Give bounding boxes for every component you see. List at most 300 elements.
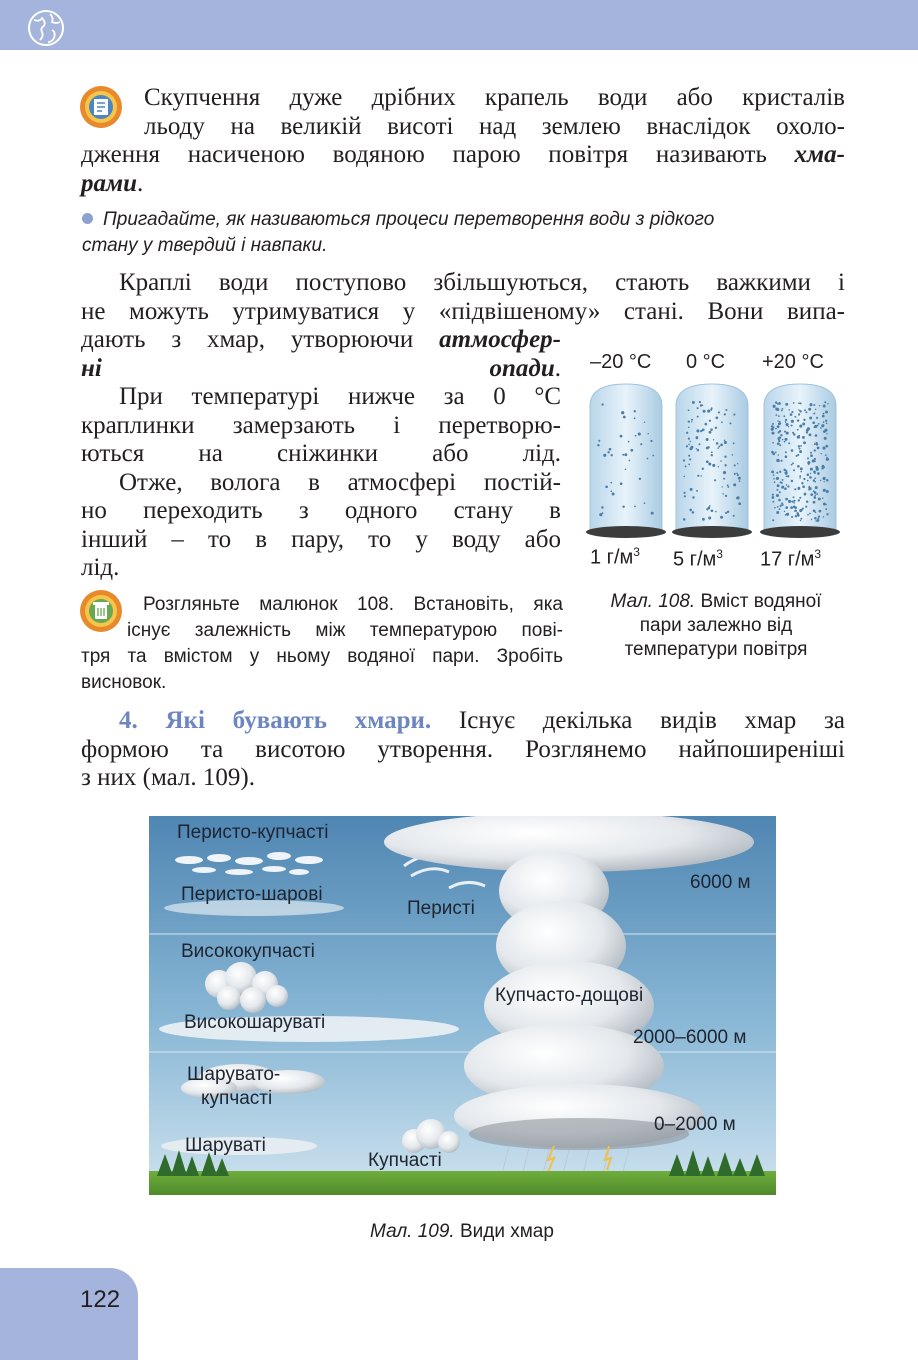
superscript: 3	[716, 547, 723, 561]
vapor-dot	[601, 403, 603, 405]
vapor-dot	[620, 482, 623, 485]
vapor-dot	[723, 478, 725, 480]
vapor-dot	[791, 464, 793, 466]
vapor-dot	[824, 437, 827, 440]
definition-term: рами	[81, 169, 138, 197]
vapor-dot	[804, 409, 806, 411]
vapor-dot	[786, 432, 789, 435]
vapor-dot	[814, 481, 816, 483]
vapor-dot	[807, 457, 809, 459]
vapor-dot	[778, 499, 781, 502]
vapor-dot	[785, 421, 787, 423]
vapor-dot	[792, 462, 794, 464]
vapor-dot	[775, 452, 777, 454]
body-term: атмосфер-	[439, 326, 561, 353]
vapor-dot	[822, 497, 824, 499]
vapor-dot	[803, 436, 805, 438]
vapor-dot	[815, 409, 816, 410]
vapor-dot	[793, 402, 795, 404]
vapor-dot	[816, 493, 818, 495]
vapor-dot	[810, 468, 813, 471]
label-stratocumulus-1: Шарувато-	[187, 1064, 281, 1085]
vapor-dot	[774, 507, 776, 509]
vapor-dot	[691, 419, 693, 421]
vapor-dot	[820, 427, 822, 429]
vapor-dot	[786, 513, 789, 516]
vapor-dot	[711, 509, 714, 512]
vapor-dot	[811, 519, 812, 520]
vapor-dot	[813, 404, 815, 406]
vapor-dot	[784, 511, 785, 512]
definition-line: льоду на великій висоті над землею внаслідок охоло-	[144, 112, 845, 140]
vapor-dot	[713, 439, 714, 440]
vapor-dot	[818, 515, 820, 517]
vapor-dot	[696, 429, 699, 432]
vapor-dot	[780, 481, 782, 483]
vapor-dot	[823, 466, 825, 468]
vapor-dot	[794, 488, 796, 490]
vapor-dot	[826, 479, 829, 482]
vapor-dot	[826, 458, 829, 461]
density-text: 17 г/м	[760, 548, 815, 571]
vapor-dot	[696, 490, 698, 492]
temp-label-0: 0 °С	[686, 351, 726, 373]
vapor-dot	[781, 504, 783, 506]
vapor-dot	[798, 448, 800, 450]
vapor-dot	[692, 496, 694, 498]
vapor-dot	[696, 437, 698, 439]
vapor-dot	[777, 489, 779, 491]
vapor-dot	[818, 423, 820, 425]
density-label-1	[590, 545, 640, 570]
vapor-dot	[602, 512, 604, 514]
vapor-dot	[787, 485, 789, 487]
body-period: .	[554, 354, 561, 382]
caption-text: Види хмар	[459, 1221, 554, 1242]
vapor-dot	[620, 435, 623, 438]
vapor-dot	[772, 423, 774, 425]
vapor-dot	[823, 421, 825, 423]
vapor-dot	[780, 505, 782, 507]
vapor-dot	[822, 424, 824, 426]
page-number: 122	[80, 1286, 121, 1313]
vapor-dot	[815, 486, 818, 489]
task-line: існує залежність між температурою пові-	[127, 620, 563, 641]
caption-prefix: Мал. 109.	[370, 1221, 455, 1242]
vapor-dot	[688, 409, 690, 411]
vapor-dot	[783, 415, 785, 417]
vapor-dot	[683, 492, 685, 494]
vapor-dot	[797, 465, 800, 468]
vapor-dot	[788, 500, 791, 503]
vapor-dot	[787, 475, 789, 477]
vapor-dot	[697, 475, 699, 477]
vapor-dot	[794, 509, 797, 512]
vapor-dot	[800, 471, 802, 473]
vapor-dot	[714, 479, 716, 481]
vapor-dot	[690, 441, 692, 443]
vapor-dot	[725, 409, 727, 411]
vapor-dot	[804, 494, 806, 496]
vapor-dot	[797, 487, 800, 490]
density-label-5	[673, 547, 723, 572]
vapor-dot	[800, 467, 803, 470]
vapor-dot	[791, 449, 794, 452]
vapor-dot	[729, 422, 731, 424]
vapor-dot	[826, 422, 828, 424]
vapor-dot	[644, 421, 645, 422]
label-altitude-0-2000: 0–2000 м	[654, 1114, 736, 1135]
vapor-dot	[634, 417, 636, 419]
section-4-paragraph	[81, 707, 845, 793]
water-vapor-jars-figure	[584, 380, 844, 542]
vapor-dot	[800, 518, 802, 520]
vapor-dot	[772, 494, 774, 496]
vapor-dot	[785, 506, 788, 509]
vapor-dot	[799, 435, 800, 436]
vapor-dot	[802, 508, 804, 510]
vapor-dot	[772, 496, 775, 499]
vapor-dot	[791, 480, 793, 482]
vapor-dot	[790, 413, 793, 416]
vapor-dot	[778, 454, 779, 455]
vapor-dot	[775, 428, 777, 430]
vapor-dot	[696, 448, 697, 449]
vapor-dot	[799, 450, 802, 453]
vapor-dot	[791, 425, 793, 427]
body-line: лід.	[81, 554, 120, 581]
vapor-dot	[807, 427, 810, 430]
vapor-dot	[623, 416, 626, 419]
vapor-dot	[709, 420, 711, 422]
vapor-dot	[612, 493, 615, 496]
vapor-dot	[697, 449, 699, 451]
vapor-dot	[683, 476, 685, 478]
vapor-dot	[706, 508, 708, 510]
vapor-dot	[798, 445, 800, 447]
vapor-dot	[738, 477, 741, 480]
vapor-dot	[779, 430, 781, 432]
caption-prefix: Мал. 108.	[610, 591, 696, 612]
vapor-dot	[724, 456, 726, 458]
body-line: При температурі нижче за 0 °С	[119, 383, 561, 410]
task-line: Розгляньте малюнок 108. Встановіть, яка	[143, 594, 563, 615]
vapor-dot	[772, 501, 774, 503]
vapor-dot	[798, 413, 800, 415]
vapor-dot	[621, 411, 624, 414]
label-altocumulus: Висококупчасті	[181, 941, 315, 962]
vapor-dot	[688, 455, 690, 457]
vapor-dot	[685, 465, 687, 467]
caption-text: Вміст водяної	[700, 591, 822, 612]
vapor-dot	[640, 443, 642, 445]
vapor-dot	[785, 403, 788, 406]
vapor-dot	[814, 449, 816, 451]
vapor-dot	[825, 445, 828, 448]
vapor-dot	[814, 477, 816, 479]
vapor-dot	[697, 416, 699, 418]
vapor-dot	[810, 493, 813, 496]
vapor-dot	[786, 484, 788, 486]
vapor-dot	[705, 423, 708, 426]
vapor-dot	[803, 419, 805, 421]
vapor-dot	[785, 451, 787, 453]
vapor-dot	[775, 401, 777, 403]
vapor-dot	[650, 440, 652, 442]
vapor-dot	[721, 486, 722, 487]
vapor-dot	[597, 444, 599, 446]
vapor-dot	[810, 452, 812, 454]
vapor-dot	[622, 505, 624, 507]
vapor-dot	[779, 436, 782, 439]
figure-108-caption	[578, 590, 854, 662]
vapor-dot	[771, 451, 773, 453]
vapor-dot	[785, 498, 788, 501]
vapor-dot	[784, 431, 786, 433]
vapor-dot	[610, 482, 612, 484]
body-term: ні опади	[81, 354, 555, 382]
vapor-dot	[708, 463, 711, 466]
definition-text: дження насиченою водяною парою повітря називають	[81, 141, 767, 168]
jar-cold	[586, 384, 666, 538]
vapor-dot	[771, 470, 774, 473]
vapor-dot	[807, 514, 809, 516]
label-stratocumulus-2: купчасті	[201, 1088, 273, 1109]
header-band	[0, 0, 918, 50]
vapor-dot	[683, 518, 686, 521]
vapor-dot	[825, 508, 827, 510]
section-line: з них (мал. 109).	[81, 764, 255, 791]
vapor-dot	[807, 474, 810, 477]
superscript: 3	[633, 545, 640, 559]
vapor-dot	[777, 437, 779, 439]
vapor-dot	[725, 495, 727, 497]
vapor-dot	[799, 497, 801, 499]
vapor-dot	[826, 504, 827, 505]
vapor-dot	[791, 420, 794, 423]
vapor-dot	[609, 448, 612, 451]
page-number-tab	[0, 1268, 138, 1360]
vapor-dot	[824, 481, 825, 482]
vapor-dot	[808, 487, 810, 489]
vapor-dot	[688, 420, 690, 422]
vapor-dot	[797, 419, 799, 421]
body-line	[81, 326, 561, 355]
label-cirrocumulus: Перисто-купчасті	[177, 822, 329, 843]
vapor-dot	[799, 410, 801, 412]
vapor-dot	[776, 472, 778, 474]
vapor-dot	[799, 475, 801, 477]
vapor-dot	[823, 489, 826, 492]
vapor-dot	[629, 460, 631, 462]
vapor-dot	[651, 512, 654, 515]
vapor-dot	[706, 447, 709, 450]
body-line: ються на сніжинки або лід.	[81, 440, 561, 467]
vapor-dot	[814, 494, 816, 496]
vapor-dot	[791, 500, 793, 502]
vapor-dot	[699, 401, 701, 403]
vapor-dot	[710, 409, 712, 411]
vapor-dot	[800, 402, 802, 404]
label-cirrostratus: Перисто-шарові	[181, 884, 323, 905]
label-stratus: Шаруваті	[185, 1135, 266, 1156]
section-line	[81, 707, 845, 736]
vapor-dot	[810, 404, 812, 406]
vapor-dot	[782, 408, 784, 410]
vapor-dot	[718, 466, 720, 468]
vapor-dot	[647, 458, 649, 460]
vapor-dot	[782, 479, 784, 481]
vapor-dot	[702, 518, 705, 521]
vapor-dot	[797, 515, 799, 517]
vapor-dot	[781, 410, 783, 412]
vapor-dot	[691, 421, 692, 422]
body-line: но переходить з одного стану в	[81, 497, 561, 524]
vapor-dot	[799, 477, 801, 479]
definition-line	[81, 170, 845, 199]
vapor-dot	[727, 484, 729, 486]
vapor-dot	[779, 471, 781, 473]
vapor-dot	[814, 472, 816, 474]
vapor-dot	[825, 420, 827, 422]
vapor-dot	[773, 478, 775, 480]
vapor-dot	[727, 486, 729, 488]
vapor-dot	[688, 438, 690, 440]
vapor-dot	[794, 416, 796, 418]
vapor-dot	[700, 430, 702, 432]
vapor-dot	[817, 446, 820, 449]
vapor-dot	[807, 461, 810, 464]
vapor-dot	[826, 433, 828, 435]
vapor-dot	[706, 438, 709, 441]
vapor-dot	[779, 491, 781, 493]
vapor-dot	[794, 500, 796, 502]
vapor-dot	[715, 427, 717, 429]
vapor-dot	[688, 463, 690, 465]
vapor-dot	[814, 517, 817, 520]
body-line: краплинки замерзають і перетворю-	[81, 411, 561, 439]
vapor-dot	[688, 444, 690, 446]
definition-line: Скупчення дуже дрібних крапель води або кристалів	[144, 84, 845, 111]
vapor-dot	[814, 425, 817, 428]
vapor-dot	[598, 440, 600, 442]
vapor-dot	[718, 411, 720, 413]
vapor-dot	[826, 490, 829, 493]
vapor-dot	[777, 460, 780, 463]
vapor-dot	[773, 405, 776, 408]
vapor-dot	[814, 458, 816, 460]
vapor-dot	[816, 443, 819, 446]
vapor-dot	[803, 478, 805, 480]
vapor-dot	[825, 411, 828, 414]
vapor-dot	[717, 447, 719, 449]
temp-label-plus20: +20 °С	[762, 351, 824, 373]
vapor-dot	[823, 503, 826, 506]
vapor-dot	[686, 445, 688, 447]
vapor-dot	[801, 482, 803, 484]
vapor-dot	[720, 516, 723, 519]
vapor-dot	[815, 434, 818, 437]
vapor-dot	[772, 432, 775, 435]
vapor-dot	[702, 405, 704, 407]
vapor-dot	[823, 477, 826, 480]
vapor-dot	[809, 476, 812, 479]
vapor-dot	[706, 460, 709, 463]
vapor-dot	[802, 423, 805, 426]
definition-paragraph	[81, 84, 845, 198]
vapor-dot	[777, 484, 780, 487]
vapor-dot	[813, 496, 816, 499]
vapor-dot	[800, 445, 802, 447]
vapor-dot	[784, 438, 787, 441]
caption-text: температури повітря	[624, 639, 808, 660]
vapor-dot	[738, 502, 741, 505]
vapor-dot	[813, 490, 815, 492]
vapor-dot	[793, 496, 795, 498]
recall-question	[82, 207, 846, 259]
vapor-dot	[777, 425, 780, 428]
vapor-dot	[791, 411, 793, 413]
vapor-dot	[630, 449, 633, 452]
vapor-dot	[782, 439, 784, 441]
label-cirrus: Перисті	[407, 898, 475, 919]
vapor-dot	[733, 483, 736, 486]
vapor-dot	[814, 443, 816, 445]
vapor-dot	[775, 408, 778, 411]
vapor-dot	[722, 493, 724, 495]
vapor-dot	[739, 480, 741, 482]
vapor-dot	[780, 423, 782, 425]
vapor-dot	[810, 454, 813, 457]
vapor-dot	[788, 442, 790, 444]
vapor-dot	[715, 511, 716, 512]
vapor-dot	[684, 495, 686, 497]
vapor-dot	[823, 413, 825, 415]
vapor-dot	[708, 517, 711, 520]
question-line: Пригадайте, як називаються процеси перетворення води з рідкого	[103, 209, 715, 230]
vapor-dot	[816, 417, 818, 419]
figure-109-caption	[300, 1220, 624, 1244]
vapor-dot	[647, 433, 648, 434]
vapor-dot	[797, 429, 799, 431]
vapor-dot	[709, 505, 711, 507]
vapor-dot	[712, 464, 715, 467]
vapor-dot	[819, 405, 820, 406]
vapor-dot	[774, 481, 776, 483]
vapor-dot	[799, 425, 802, 428]
vapor-dot	[813, 501, 816, 504]
vapor-dot	[702, 468, 704, 470]
vapor-dot	[785, 455, 788, 458]
density-text: 1 г/м	[590, 546, 634, 569]
vapor-dot	[692, 401, 695, 404]
vapor-dot	[734, 464, 736, 466]
vapor-dot	[689, 458, 691, 460]
vapor-dot	[809, 513, 811, 515]
vapor-dot	[776, 494, 779, 497]
vapor-dot	[817, 517, 819, 519]
section-line: формою та висотою утворення. Розглянемо найпоширеніші	[81, 735, 845, 763]
vapor-dot	[781, 460, 783, 462]
vapor-dot	[809, 433, 812, 436]
density-label-17	[760, 547, 821, 572]
label-cumulus: Купчасті	[368, 1150, 442, 1171]
vapor-dot	[683, 459, 685, 461]
vapor-dot	[732, 454, 734, 456]
vapor-dot	[810, 473, 811, 474]
vapor-dot	[785, 472, 788, 475]
vapor-dot	[688, 426, 690, 428]
